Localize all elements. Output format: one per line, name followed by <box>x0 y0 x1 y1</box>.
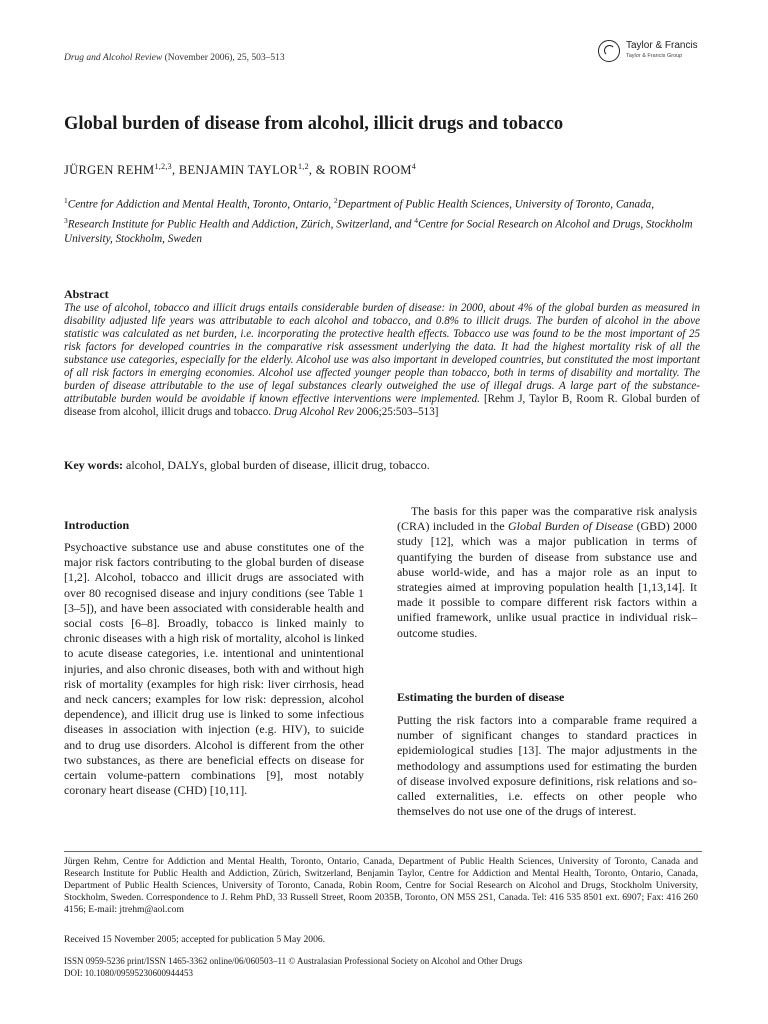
abstract-body <box>64 302 700 419</box>
abstract-citation: [Rehm J, Taylor B, Room R. Global burden of disease from alcohol, illicit drugs and tobacco. <box>64 393 700 419</box>
footnote-divider <box>64 851 702 852</box>
journal-name: Drug and Alcohol Review <box>64 53 163 63</box>
publisher-group: Taylor & Francis Group <box>626 53 683 59</box>
author-name: JÜRGEN REHM <box>64 163 155 178</box>
keywords-label: Key words: <box>64 458 123 472</box>
abstract-text: The use of alcohol, tobacco and illicit drugs entails considerable burden of disease: in 2000, about 4% of the global burden as measured in disability adjusted life years was attributable to each alcohol and tobacco, and 0.8% to illicit drugs. The burden of alcohol in the above statistic was calculated as net burden, i.e. incorporating the protective health effects. Tobacco use was found to be the most important of 25 risk factors for developed countries in the comparative risk assessment underlying the data. It had the highest mortality risk of all the substance use categories, especially for the elderly. Alcohol use was also important in developed countries, but constituted the most important of all risk factors in emerging economies. Alcohol use affected younger people than tobacco, both in terms of disability and mortality. The burden of disease attributable to the use of legal substances clearly outweighed the use of illegal drugs. A large part of the substance-attributable burden would be avoidable if known effective interventions were implemented. <box>64 302 700 406</box>
keywords-text: alcohol, DALYs, global burden of disease, illicit drug, tobacco. <box>123 458 430 472</box>
estimating-paragraph: Putting the risk factors into a comparable frame required a number of significant changes to standard practices in epidemiological studies [13]. The major adjustments in the methodology and assumptions used for estimating the burden of disease involved exposure definitions, risk relations and so-called externalities, i.e. effects on other people who themselves do not use one of the drugs of interest. <box>397 713 697 819</box>
journal-citation <box>64 53 285 63</box>
intro-column <box>64 540 364 798</box>
affiliation-text: Centre for Addiction and Mental Health, Toronto, Ontario, <box>67 198 334 211</box>
author-affiliation-marker: 1,2,3 <box>154 162 172 171</box>
issn-line: ISSN 0959-5236 print/ISSN 1465-3362 online/06/060503–11 © Australasian Professional Society on Alcohol and Other Drugs <box>64 956 523 966</box>
author-separator: , <box>171 163 179 178</box>
keywords <box>64 458 700 473</box>
affiliations <box>64 193 698 247</box>
abstract-citation-journal: Drug Alcohol Rev <box>273 406 354 419</box>
author-name: BENJAMIN TAYLOR <box>178 163 298 178</box>
section-heading-introduction: Introduction <box>64 518 130 532</box>
affiliation-marker: 4 <box>414 215 418 225</box>
author-name: ROBIN ROOM <box>329 163 412 178</box>
journal-issue: (November 2006), 25, 503–513 <box>162 53 285 63</box>
author-list <box>64 162 704 178</box>
abstract-citation-end: 2006;25:503–513] <box>353 406 439 419</box>
doi-line: DOI: 10.1080/09595230600944453 <box>64 967 193 978</box>
section-heading-estimating: Estimating the burden of disease <box>397 690 565 704</box>
received-dates: Received 15 November 2005; accepted for publication 5 May 2006. <box>64 934 326 945</box>
affiliation-marker: 1 <box>64 196 68 205</box>
affiliation-text: Research Institute for Public Health and Addiction, Zürich, Switzerland, and <box>67 218 415 231</box>
author-affiliation-marker: 1,2 <box>297 162 309 171</box>
basis-text-a: The basis for this paper was the comparative risk analysis (CRA) included in the <box>397 504 697 534</box>
right-column-top <box>397 504 697 641</box>
right-column-bottom <box>397 713 697 819</box>
author-footnote: Jürgen Rehm, Centre for Addiction and Mental Health, Toronto, Ontario, Canada, Department of Public Health Sciences, University of Toronto, Canada and Research Institute for Public Health and Addiction, Zürich, Switzerland, Benjamin Taylor, Centre for Addiction and Mental Health, Toronto, Ontario, Canada, Department of Public Health Sciences, University of Toronto, Canada, Robin Room, Centre for Social Research on Alcohol and Drugs, Stockholm University, Stockholm, Sweden. Correspondence to J. Rehm PhD, 33 Russell Street, Room 2035B, Toronto, ON M5S 2S1, Canada. Tel: 416 535 8501 ext. 6907; Fax: 416 260 4156; E-mail: jtrehm@aol.com <box>64 856 698 916</box>
article-title: Global burden of disease from alcohol, illicit drugs and tobacco <box>64 114 564 134</box>
author-affiliation-marker: 4 <box>411 162 417 171</box>
basis-paragraph <box>397 504 697 641</box>
issn-block <box>64 956 522 979</box>
affiliation-text: Department of Public Health Sciences, University of Toronto, Canada, <box>337 198 655 211</box>
author-separator: , & <box>308 163 330 178</box>
basis-text-b: (GBD) 2000 study [12], which was a major publication in terms of quantifying the burden of disease from substance use and abuse world-wide, and has a major role as an input to strategies aimed at improving population health [1,13,14]. It made it possible to compare different risk factors within a unified framework, unlike usual practice in individual risk–outcome studies. <box>397 519 697 640</box>
affiliation-marker: 2 <box>333 196 338 205</box>
basis-text-italic: Global Burden of Disease <box>508 519 634 534</box>
abstract-heading: Abstract <box>64 287 109 301</box>
affiliation-marker: 3 <box>64 215 68 225</box>
publisher-name: Taylor & Francis <box>626 40 698 51</box>
intro-paragraph: Psychoactive substance use and abuse constitutes one of the major risk factors contributing to the global burden of disease [1,2]. Alcohol, tobacco and illicit drugs are associated with over 80 recognised disease and injury conditions (see Table 1 [3–5]), and have been associated with considerable health and social costs [6–8]. Broadly, tobacco is linked mainly to chronic diseases with a high risk of mortality, alcohol is linked to acute disease categories, i.e. intentional and unintentional injuries, and also chronic diseases, both with and without high risk of mortality (examples for high risk: liver cirrhosis, head and neck cancers; examples for low risk: depression, alcohol dependence), and illicit drug use is linked to some infectious diseases in association with injection (e.g. HIV), to suicide and to drug use disorders. Alcohol is different from the other two substances, as there are beneficial effects on disease for certain volume-pattern combinations [9], most notably coronary heart disease (CHD) [10,11]. <box>64 540 364 798</box>
affiliation-text: Centre for Social Research on Alcohol and Drugs, Stockholm University, Stockholm, Sweden <box>64 218 693 246</box>
publisher-logo <box>598 38 708 66</box>
publisher-logo-icon <box>598 40 620 62</box>
